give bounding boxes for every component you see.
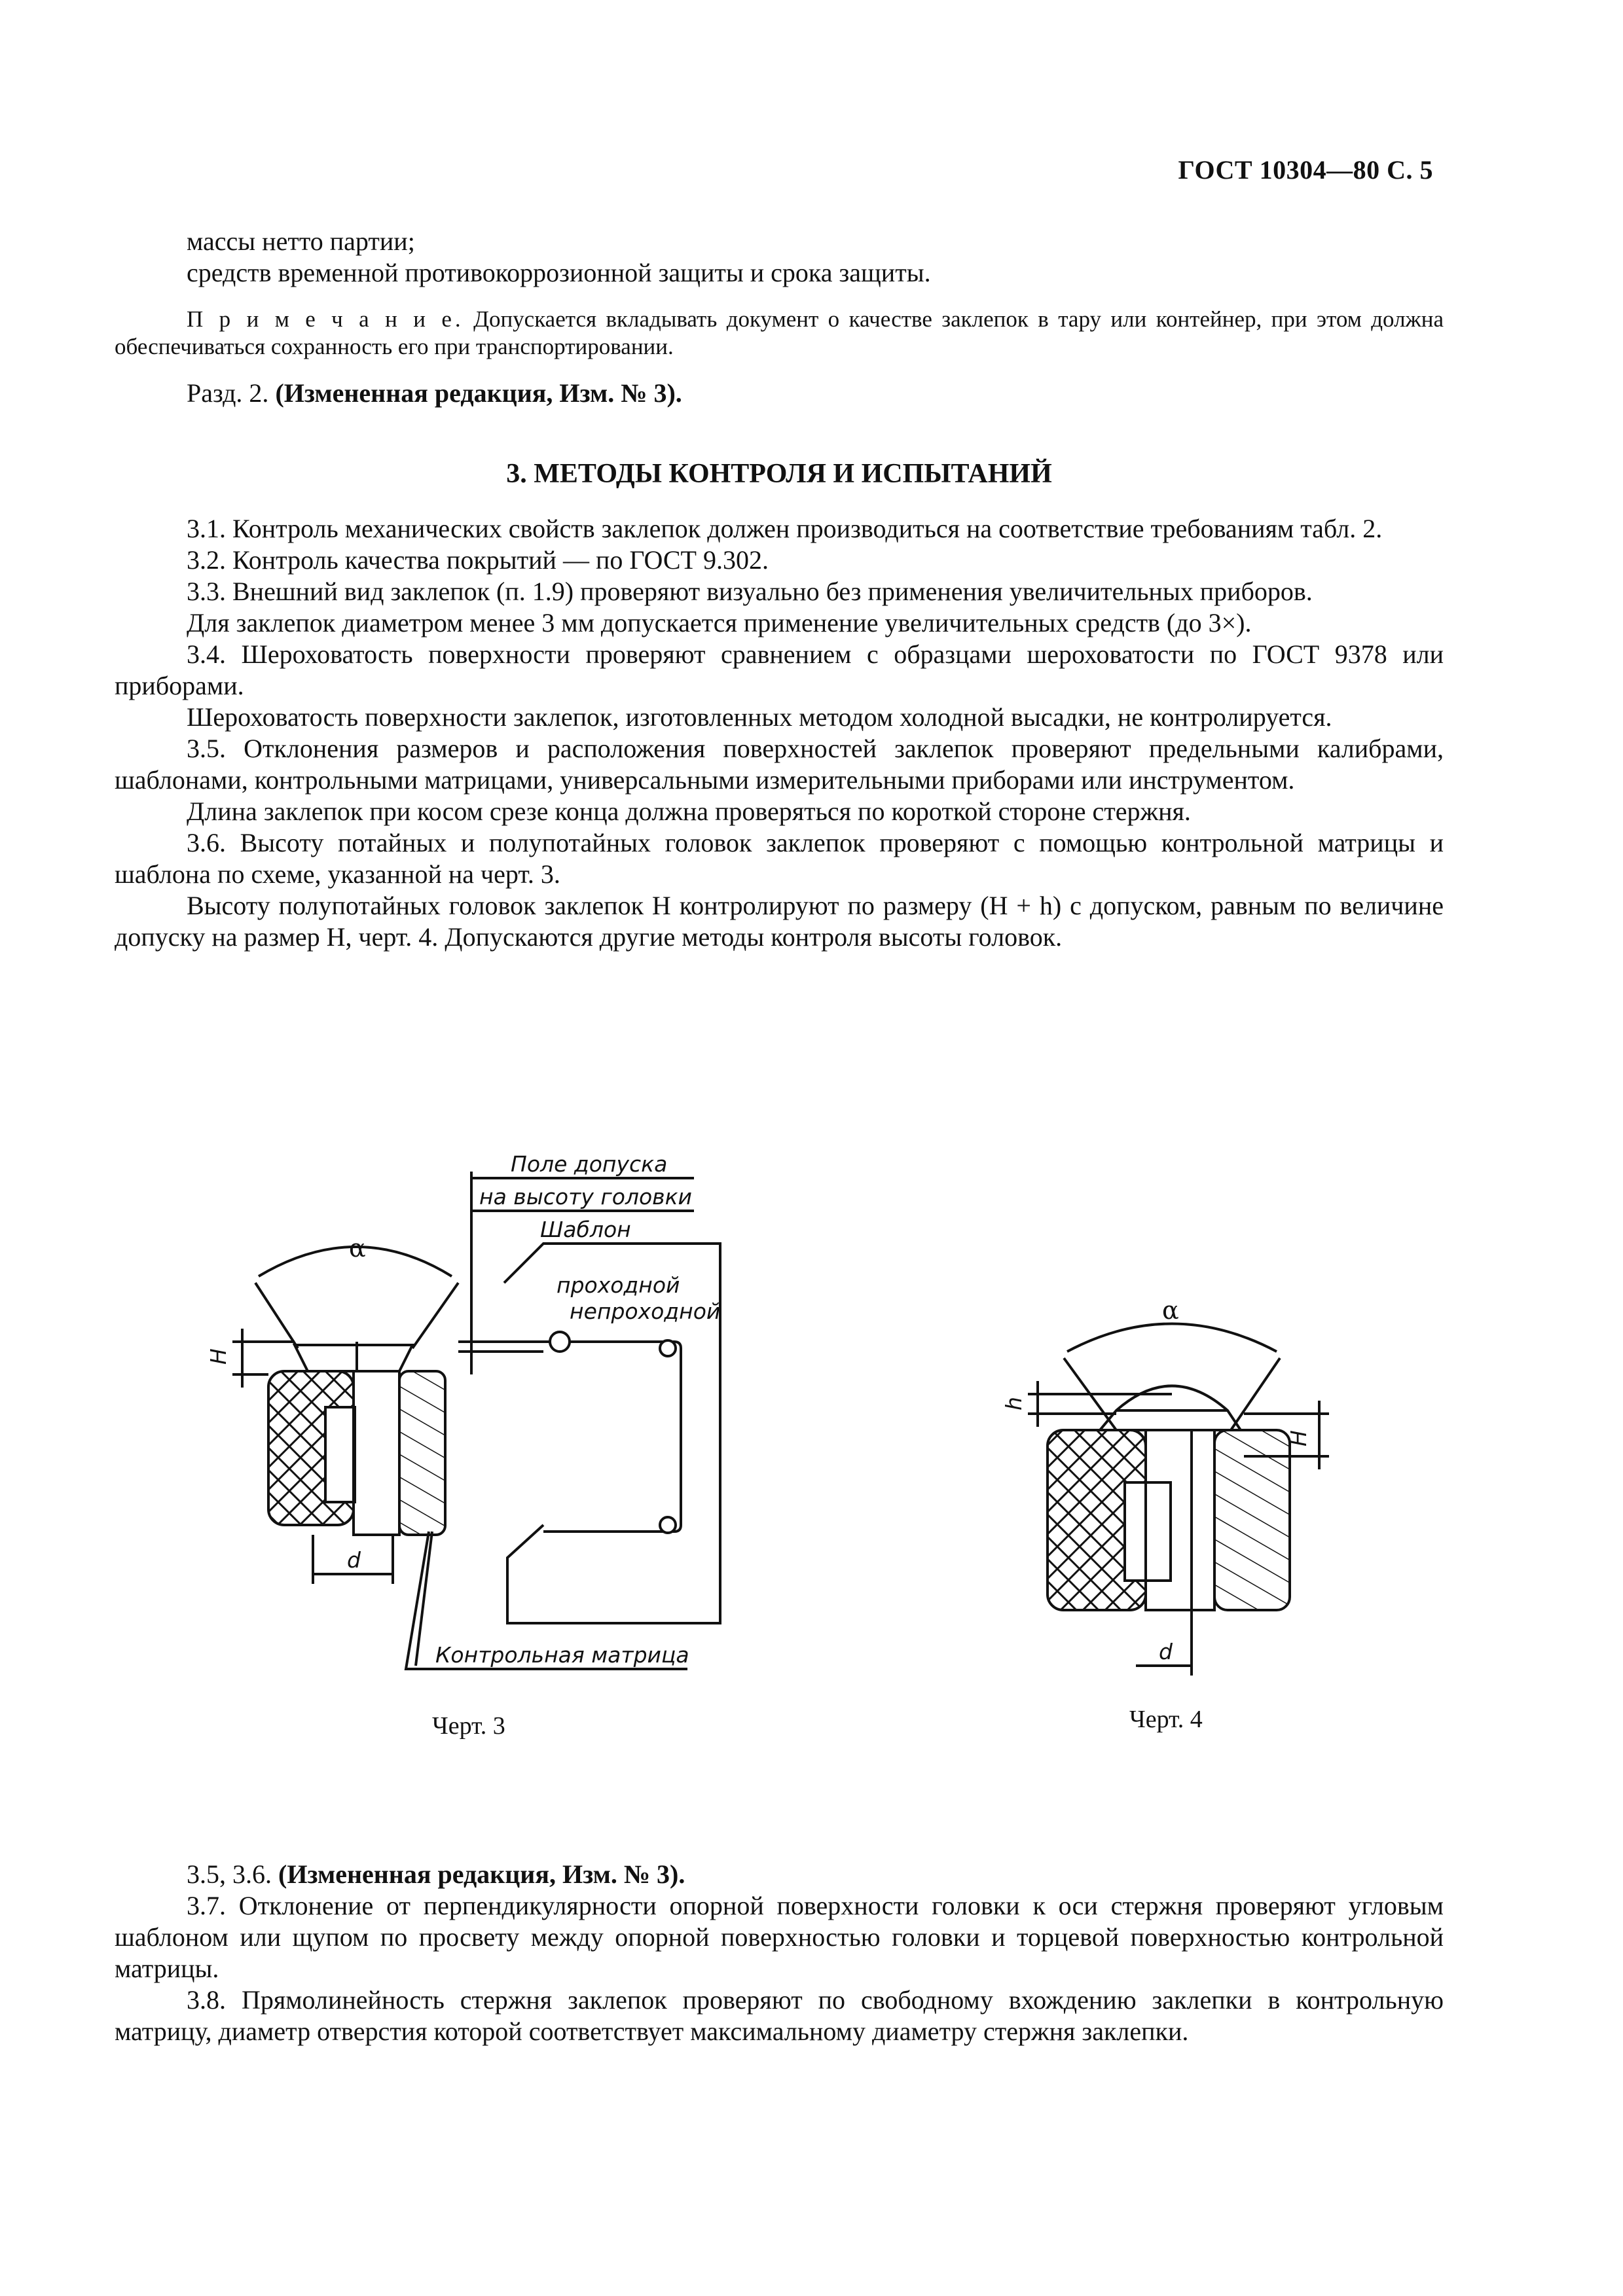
fig4-d: d (1159, 1639, 1173, 1664)
paragraph-3-5b: Длина заклепок при косом срезе конца должна проверяться по короткой стороне стержня. (187, 797, 1191, 826)
fig3-label-template: Шаблон (540, 1217, 631, 1242)
page-header: ГОСТ 10304—80 С. 5 (1178, 155, 1433, 185)
fig3-label-field: Поле допуска (511, 1151, 668, 1177)
fig4-H: H (1286, 1430, 1311, 1446)
paragraph-3-4: 3.4. Шероховатость поверхности проверяют сравнением с образцами шероховатости по ГОСТ 9378 или приборами. (115, 639, 1444, 700)
caption-fig4: Черт. 4 (1129, 1706, 1203, 1733)
fig4-alpha: α (1162, 1296, 1179, 1325)
rivet-head (295, 1345, 412, 1371)
fig3-label-nogo: непроходной (570, 1299, 721, 1324)
paragraph-3-6: 3.6. Высоту потайных и полупотайных головок заклепок проверяют с помощью контрольной матрицы и шаблона по схеме, указанной на черт. 3. (115, 828, 1444, 889)
control-matrix (399, 1371, 445, 1535)
fig4-rivet-head (1100, 1386, 1241, 1431)
fig3-label-go: проходной (556, 1272, 680, 1298)
razd-bold: (Измененная редакция, Изм. № 3). (275, 378, 682, 408)
figure-3-drawing (232, 1172, 720, 1669)
amend-prefix: 3.5, 3.6. (187, 1859, 278, 1889)
amend-bold: (Измененная редакция, Изм. № 3). (278, 1859, 685, 1889)
fig4-rivet-stem (1125, 1482, 1171, 1581)
list-item-net-mass: массы нетто партии; (187, 226, 415, 256)
paragraph-3-1: 3.1. Контроль механических свойств заклепок должен производиться на соответствие требованиям табл. 2. (187, 514, 1383, 543)
paragraph-3-7: 3.7. Отклонение от перпендикулярности опорной поверхности головки к оси стержня проверяют угловым шаблоном или щупом по просвету между опорной поверхностью головки и торцевой поверхностью контрольной матрицы. (115, 1891, 1444, 1983)
paragraph-3-6b: Высоту полупотайных головок заклепок H контролируют по размеру (H + h) с допуском, равным по величине допуску на размер H, черт. 4. Допускаются другие методы контроля высоты головок. (115, 891, 1444, 952)
fig3-label-field2: на высоту головки (479, 1184, 693, 1210)
razd-prefix: Разд. 2. (187, 378, 276, 408)
list-item-corrosion: средств временной противокоррозионной защиты и срока защиты. (187, 258, 931, 287)
paragraph-3-5-3-6-amend (115, 1859, 1444, 1890)
paragraph-3-4b: Шероховатость поверхности заклепок, изготовленных методом холодной высадки, не контролируется. (187, 702, 1332, 732)
section-title: 3. МЕТОДЫ КОНТРОЛЯ И ИСПЫТАНИЙ (506, 459, 1052, 489)
note-text: Допускается вкладывать документ о качестве заклепок в тару или контейнер, при этом должна обеспечиваться сохранность его при транспортировании. (115, 306, 1444, 359)
caption-fig3: Черт. 3 (432, 1712, 505, 1740)
paragraph-3-8: 3.8. Прямолинейность стержня заклепок проверяют по свободному вхождению заклепки в контрольную матрицу, диаметр отверстия которой соответствует максимальному диаметру стержня заклепки. (115, 1985, 1444, 2046)
fig3-H: H (206, 1348, 231, 1365)
paragraph-3-3b: Для заклепок диаметром менее 3 мм допускается применение увеличительных средств (до 3×). (187, 608, 1252, 637)
paragraph-3-5: 3.5. Отклонения размеров и расположения поверхностей заклепок проверяют предельными калибрами, шаблонами, контрольными матрицами, универсальными измерительными приборами или инструментом. (115, 734, 1444, 795)
paragraph-3-2: 3.2. Контроль качества покрытий — по ГОСТ 9.302. (187, 545, 769, 575)
paragraph-3-3: 3.3. Внешний вид заклепок (п. 1.9) проверяют визуально без применения увеличительных приборов. (187, 577, 1313, 606)
fig3-alpha: α (349, 1234, 366, 1263)
fig3-d: d (347, 1547, 361, 1573)
rivet-stem (325, 1407, 355, 1502)
bottom-text-block (115, 1859, 1444, 2047)
figure-4-drawing (1028, 1324, 1329, 1676)
fig3-label-matrix: Контрольная матрица (435, 1642, 689, 1668)
note-label: П р и м е ч а н и е. (187, 306, 464, 332)
fig4-h: h (1001, 1397, 1027, 1410)
